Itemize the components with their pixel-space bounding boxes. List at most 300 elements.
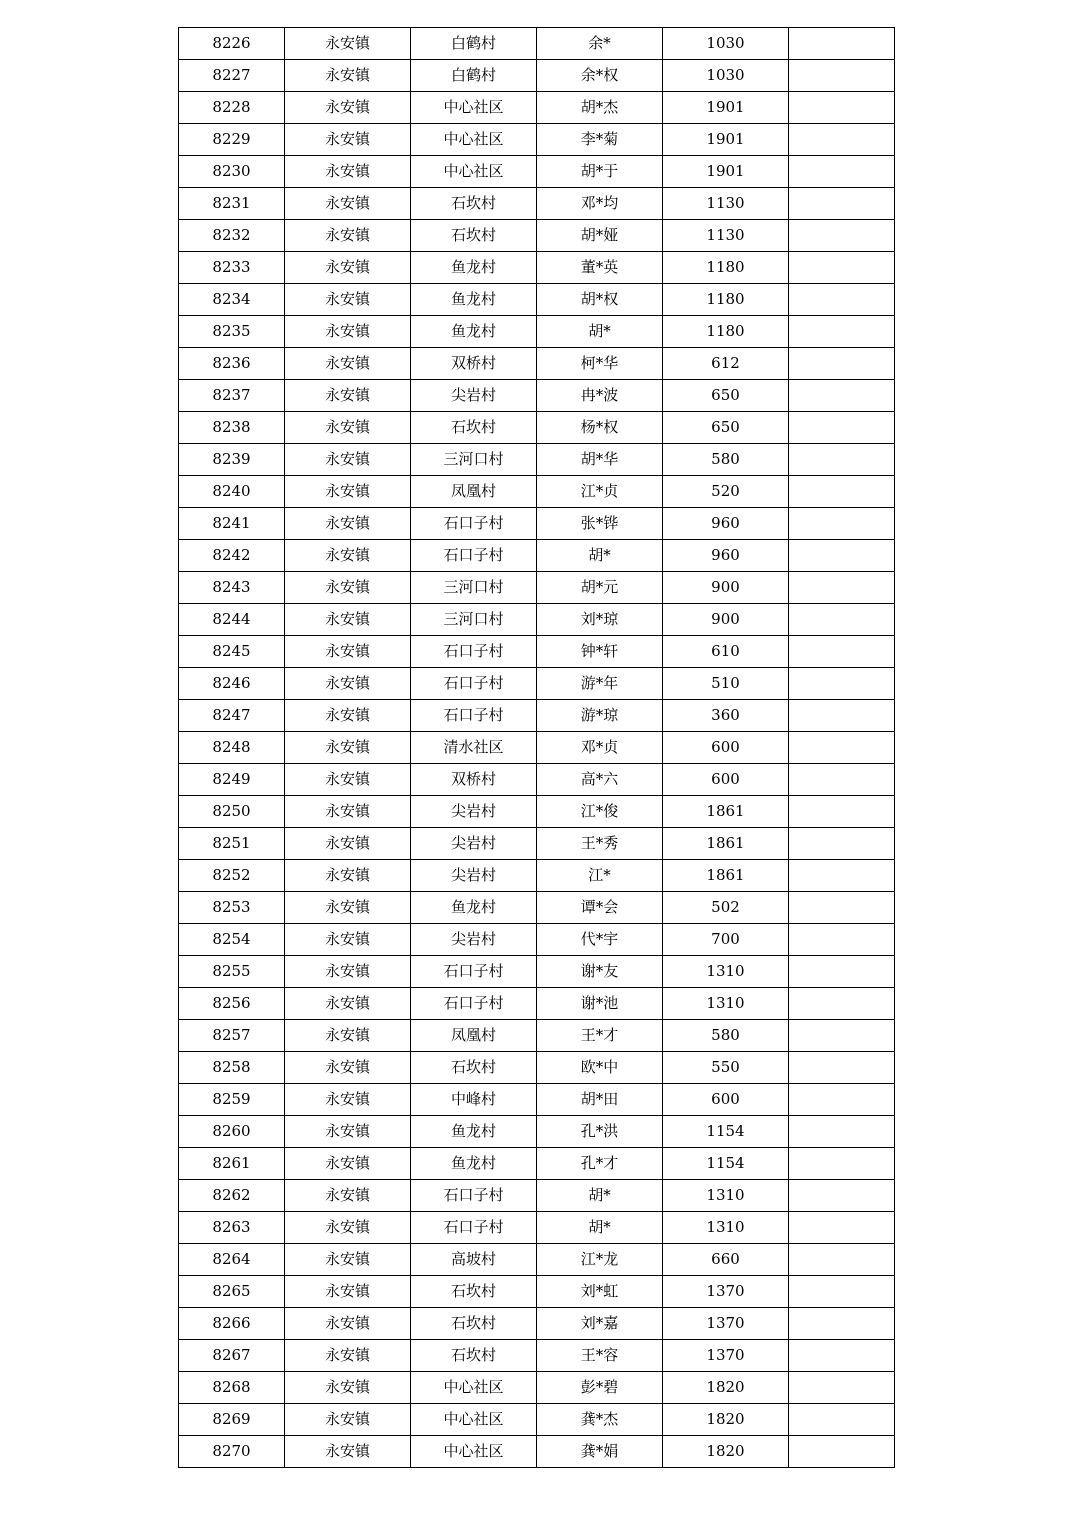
table-row — [179, 924, 895, 956]
name-cell: 邓*均 — [537, 188, 663, 220]
amount-cell: 1901 — [663, 124, 789, 156]
name-cell: 刘*嘉 — [537, 1308, 663, 1340]
row-number: 8251 — [179, 828, 285, 860]
row-number: 8235 — [179, 316, 285, 348]
row-number: 8242 — [179, 540, 285, 572]
village-cell: 尖岩村 — [411, 828, 537, 860]
note-cell — [789, 700, 895, 732]
table-row — [179, 796, 895, 828]
name-cell: 游*年 — [537, 668, 663, 700]
row-number: 8265 — [179, 1276, 285, 1308]
town-cell: 永安镇 — [285, 1212, 411, 1244]
town-cell: 永安镇 — [285, 380, 411, 412]
amount-cell: 650 — [663, 412, 789, 444]
note-cell — [789, 1276, 895, 1308]
village-cell: 鱼龙村 — [411, 1116, 537, 1148]
village-cell: 鱼龙村 — [411, 252, 537, 284]
amount-cell: 660 — [663, 1244, 789, 1276]
note-cell — [789, 1340, 895, 1372]
town-cell: 永安镇 — [285, 1116, 411, 1148]
name-cell: 王*容 — [537, 1340, 663, 1372]
village-cell: 石坎村 — [411, 220, 537, 252]
amount-cell: 1861 — [663, 828, 789, 860]
table-row — [179, 1308, 895, 1340]
note-cell — [789, 1084, 895, 1116]
row-number: 8241 — [179, 508, 285, 540]
name-cell: 余* — [537, 28, 663, 60]
amount-cell: 1820 — [663, 1372, 789, 1404]
table-row — [179, 1148, 895, 1180]
amount-cell: 520 — [663, 476, 789, 508]
name-cell: 邓*贞 — [537, 732, 663, 764]
table-row — [179, 252, 895, 284]
row-number: 8250 — [179, 796, 285, 828]
town-cell: 永安镇 — [285, 252, 411, 284]
amount-cell: 600 — [663, 1084, 789, 1116]
amount-cell: 1861 — [663, 796, 789, 828]
table-row — [179, 348, 895, 380]
amount-cell: 1370 — [663, 1276, 789, 1308]
note-cell — [789, 476, 895, 508]
table-row — [179, 60, 895, 92]
name-cell: 胡*杰 — [537, 92, 663, 124]
table-row — [179, 1436, 895, 1468]
note-cell — [789, 604, 895, 636]
table-row — [179, 860, 895, 892]
town-cell: 永安镇 — [285, 476, 411, 508]
table-row — [179, 476, 895, 508]
row-number: 8258 — [179, 1052, 285, 1084]
note-cell — [789, 796, 895, 828]
town-cell: 永安镇 — [285, 348, 411, 380]
village-cell: 石口子村 — [411, 956, 537, 988]
row-number: 8263 — [179, 1212, 285, 1244]
village-cell: 石口子村 — [411, 988, 537, 1020]
town-cell: 永安镇 — [285, 28, 411, 60]
amount-cell: 960 — [663, 540, 789, 572]
village-cell: 白鹤村 — [411, 60, 537, 92]
table-row — [179, 572, 895, 604]
name-cell: 龚*杰 — [537, 1404, 663, 1436]
town-cell: 永安镇 — [285, 220, 411, 252]
town-cell: 永安镇 — [285, 316, 411, 348]
row-number: 8262 — [179, 1180, 285, 1212]
village-cell: 双桥村 — [411, 764, 537, 796]
row-number: 8231 — [179, 188, 285, 220]
note-cell — [789, 764, 895, 796]
table-row — [179, 380, 895, 412]
amount-cell: 1030 — [663, 28, 789, 60]
village-cell: 石口子村 — [411, 508, 537, 540]
village-cell: 石口子村 — [411, 636, 537, 668]
name-cell: 胡*田 — [537, 1084, 663, 1116]
amount-cell: 600 — [663, 732, 789, 764]
town-cell: 永安镇 — [285, 508, 411, 540]
name-cell: 谢*池 — [537, 988, 663, 1020]
village-cell: 石坎村 — [411, 188, 537, 220]
table-row — [179, 284, 895, 316]
table-row — [179, 156, 895, 188]
amount-cell: 650 — [663, 380, 789, 412]
amount-cell: 960 — [663, 508, 789, 540]
table-row — [179, 92, 895, 124]
village-cell: 石口子村 — [411, 1180, 537, 1212]
row-number: 8244 — [179, 604, 285, 636]
name-cell: 谭*会 — [537, 892, 663, 924]
amount-cell: 1154 — [663, 1116, 789, 1148]
row-number: 8255 — [179, 956, 285, 988]
row-number: 8264 — [179, 1244, 285, 1276]
table-row — [179, 1084, 895, 1116]
row-number: 8234 — [179, 284, 285, 316]
amount-cell: 600 — [663, 764, 789, 796]
amount-cell: 1180 — [663, 316, 789, 348]
row-number: 8248 — [179, 732, 285, 764]
table-row — [179, 956, 895, 988]
name-cell: 孔*才 — [537, 1148, 663, 1180]
row-number: 8228 — [179, 92, 285, 124]
table-row — [179, 636, 895, 668]
amount-cell: 1370 — [663, 1308, 789, 1340]
town-cell: 永安镇 — [285, 1052, 411, 1084]
village-cell: 石口子村 — [411, 700, 537, 732]
table-row — [179, 28, 895, 60]
amount-cell: 502 — [663, 892, 789, 924]
village-cell: 三河口村 — [411, 572, 537, 604]
village-cell: 尖岩村 — [411, 860, 537, 892]
town-cell: 永安镇 — [285, 1084, 411, 1116]
village-cell: 石坎村 — [411, 1340, 537, 1372]
name-cell: 刘*虹 — [537, 1276, 663, 1308]
row-number: 8237 — [179, 380, 285, 412]
amount-cell: 1154 — [663, 1148, 789, 1180]
town-cell: 永安镇 — [285, 924, 411, 956]
note-cell — [789, 1244, 895, 1276]
village-cell: 石坎村 — [411, 1052, 537, 1084]
town-cell: 永安镇 — [285, 124, 411, 156]
name-cell: 江* — [537, 860, 663, 892]
name-cell: 谢*友 — [537, 956, 663, 988]
name-cell: 江*贞 — [537, 476, 663, 508]
row-number: 8247 — [179, 700, 285, 732]
name-cell: 李*菊 — [537, 124, 663, 156]
village-cell: 石坎村 — [411, 1276, 537, 1308]
row-number: 8243 — [179, 572, 285, 604]
note-cell — [789, 284, 895, 316]
row-number: 8267 — [179, 1340, 285, 1372]
table-row — [179, 1404, 895, 1436]
town-cell: 永安镇 — [285, 412, 411, 444]
note-cell — [789, 348, 895, 380]
name-cell: 柯*华 — [537, 348, 663, 380]
name-cell: 胡*于 — [537, 156, 663, 188]
note-cell — [789, 1372, 895, 1404]
village-cell: 三河口村 — [411, 604, 537, 636]
row-number: 8252 — [179, 860, 285, 892]
row-number: 8239 — [179, 444, 285, 476]
amount-cell: 550 — [663, 1052, 789, 1084]
town-cell: 永安镇 — [285, 284, 411, 316]
note-cell — [789, 316, 895, 348]
note-cell — [789, 156, 895, 188]
name-cell: 张*铧 — [537, 508, 663, 540]
name-cell: 胡* — [537, 1212, 663, 1244]
table-row — [179, 1052, 895, 1084]
row-number: 8238 — [179, 412, 285, 444]
town-cell: 永安镇 — [285, 1180, 411, 1212]
roster-table — [178, 27, 895, 1468]
village-cell: 中心社区 — [411, 124, 537, 156]
village-cell: 石坎村 — [411, 1308, 537, 1340]
village-cell: 石口子村 — [411, 668, 537, 700]
amount-cell: 1901 — [663, 92, 789, 124]
village-cell: 凤凰村 — [411, 1020, 537, 1052]
town-cell: 永安镇 — [285, 1372, 411, 1404]
town-cell: 永安镇 — [285, 60, 411, 92]
note-cell — [789, 28, 895, 60]
town-cell: 永安镇 — [285, 796, 411, 828]
table-row — [179, 124, 895, 156]
row-number: 8270 — [179, 1436, 285, 1468]
amount-cell: 612 — [663, 348, 789, 380]
table-row — [179, 1212, 895, 1244]
town-cell: 永安镇 — [285, 1276, 411, 1308]
note-cell — [789, 1180, 895, 1212]
name-cell: 余*权 — [537, 60, 663, 92]
name-cell: 游*琼 — [537, 700, 663, 732]
row-number: 8227 — [179, 60, 285, 92]
town-cell: 永安镇 — [285, 572, 411, 604]
table-row — [179, 444, 895, 476]
name-cell: 胡*华 — [537, 444, 663, 476]
note-cell — [789, 380, 895, 412]
amount-cell: 580 — [663, 1020, 789, 1052]
town-cell: 永安镇 — [285, 1436, 411, 1468]
name-cell: 刘*琼 — [537, 604, 663, 636]
row-number: 8256 — [179, 988, 285, 1020]
note-cell — [789, 60, 895, 92]
note-cell — [789, 508, 895, 540]
table-row — [179, 188, 895, 220]
amount-cell: 1310 — [663, 956, 789, 988]
amount-cell: 1861 — [663, 860, 789, 892]
note-cell — [789, 828, 895, 860]
town-cell: 永安镇 — [285, 1148, 411, 1180]
table-row — [179, 412, 895, 444]
village-cell: 中心社区 — [411, 92, 537, 124]
name-cell: 欧*中 — [537, 1052, 663, 1084]
town-cell: 永安镇 — [285, 956, 411, 988]
table-row — [179, 540, 895, 572]
note-cell — [789, 1436, 895, 1468]
table-row — [179, 700, 895, 732]
table-row — [179, 220, 895, 252]
row-number: 8233 — [179, 252, 285, 284]
amount-cell: 1310 — [663, 1212, 789, 1244]
amount-cell: 510 — [663, 668, 789, 700]
name-cell: 胡* — [537, 540, 663, 572]
table-row — [179, 1180, 895, 1212]
village-cell: 白鹤村 — [411, 28, 537, 60]
town-cell: 永安镇 — [285, 188, 411, 220]
note-cell — [789, 668, 895, 700]
note-cell — [789, 1116, 895, 1148]
row-number: 8253 — [179, 892, 285, 924]
amount-cell: 1180 — [663, 284, 789, 316]
note-cell — [789, 220, 895, 252]
note-cell — [789, 1212, 895, 1244]
note-cell — [789, 956, 895, 988]
amount-cell: 1030 — [663, 60, 789, 92]
name-cell: 钟*轩 — [537, 636, 663, 668]
note-cell — [789, 540, 895, 572]
table-row — [179, 508, 895, 540]
village-cell: 尖岩村 — [411, 380, 537, 412]
note-cell — [789, 892, 895, 924]
note-cell — [789, 124, 895, 156]
name-cell: 代*宇 — [537, 924, 663, 956]
village-cell: 尖岩村 — [411, 796, 537, 828]
name-cell: 孔*洪 — [537, 1116, 663, 1148]
table-row — [179, 828, 895, 860]
amount-cell: 610 — [663, 636, 789, 668]
row-number: 8269 — [179, 1404, 285, 1436]
amount-cell: 900 — [663, 604, 789, 636]
row-number: 8246 — [179, 668, 285, 700]
row-number: 8236 — [179, 348, 285, 380]
name-cell: 冉*波 — [537, 380, 663, 412]
village-cell: 三河口村 — [411, 444, 537, 476]
amount-cell: 360 — [663, 700, 789, 732]
table-row — [179, 1340, 895, 1372]
amount-cell: 1820 — [663, 1436, 789, 1468]
roster-table-body — [179, 28, 895, 1468]
village-cell: 中心社区 — [411, 156, 537, 188]
row-number: 8261 — [179, 1148, 285, 1180]
note-cell — [789, 252, 895, 284]
table-row — [179, 1276, 895, 1308]
village-cell: 双桥村 — [411, 348, 537, 380]
note-cell — [789, 412, 895, 444]
name-cell: 江*龙 — [537, 1244, 663, 1276]
note-cell — [789, 1404, 895, 1436]
row-number: 8260 — [179, 1116, 285, 1148]
note-cell — [789, 1308, 895, 1340]
village-cell: 石口子村 — [411, 540, 537, 572]
village-cell: 鱼龙村 — [411, 892, 537, 924]
note-cell — [789, 636, 895, 668]
name-cell: 王*秀 — [537, 828, 663, 860]
village-cell: 石坎村 — [411, 412, 537, 444]
amount-cell: 1370 — [663, 1340, 789, 1372]
village-cell: 尖岩村 — [411, 924, 537, 956]
amount-cell: 1180 — [663, 252, 789, 284]
name-cell: 胡*娅 — [537, 220, 663, 252]
name-cell: 王*才 — [537, 1020, 663, 1052]
row-number: 8254 — [179, 924, 285, 956]
village-cell: 鱼龙村 — [411, 316, 537, 348]
amount-cell: 1820 — [663, 1404, 789, 1436]
name-cell: 胡* — [537, 1180, 663, 1212]
town-cell: 永安镇 — [285, 444, 411, 476]
note-cell — [789, 188, 895, 220]
note-cell — [789, 92, 895, 124]
village-cell: 鱼龙村 — [411, 1148, 537, 1180]
row-number: 8268 — [179, 1372, 285, 1404]
town-cell: 永安镇 — [285, 828, 411, 860]
row-number: 8232 — [179, 220, 285, 252]
note-cell — [789, 1020, 895, 1052]
town-cell: 永安镇 — [285, 988, 411, 1020]
town-cell: 永安镇 — [285, 1020, 411, 1052]
name-cell: 高*六 — [537, 764, 663, 796]
amount-cell: 1310 — [663, 1180, 789, 1212]
table-row — [179, 604, 895, 636]
name-cell: 杨*权 — [537, 412, 663, 444]
note-cell — [789, 924, 895, 956]
town-cell: 永安镇 — [285, 668, 411, 700]
amount-cell: 580 — [663, 444, 789, 476]
name-cell: 彭*碧 — [537, 1372, 663, 1404]
note-cell — [789, 1052, 895, 1084]
village-cell: 中峰村 — [411, 1084, 537, 1116]
note-cell — [789, 1148, 895, 1180]
table-row — [179, 668, 895, 700]
village-cell: 清水社区 — [411, 732, 537, 764]
note-cell — [789, 860, 895, 892]
town-cell: 永安镇 — [285, 636, 411, 668]
town-cell: 永安镇 — [285, 892, 411, 924]
village-cell: 中心社区 — [411, 1404, 537, 1436]
name-cell: 江*俊 — [537, 796, 663, 828]
village-cell: 凤凰村 — [411, 476, 537, 508]
village-cell: 鱼龙村 — [411, 284, 537, 316]
note-cell — [789, 732, 895, 764]
name-cell: 董*英 — [537, 252, 663, 284]
name-cell: 胡*权 — [537, 284, 663, 316]
town-cell: 永安镇 — [285, 604, 411, 636]
row-number: 8229 — [179, 124, 285, 156]
village-cell: 中心社区 — [411, 1372, 537, 1404]
name-cell: 胡* — [537, 316, 663, 348]
row-number: 8240 — [179, 476, 285, 508]
table-row — [179, 988, 895, 1020]
village-cell: 中心社区 — [411, 1436, 537, 1468]
row-number: 8226 — [179, 28, 285, 60]
table-row — [179, 316, 895, 348]
row-number: 8245 — [179, 636, 285, 668]
row-number: 8259 — [179, 1084, 285, 1116]
town-cell: 永安镇 — [285, 732, 411, 764]
amount-cell: 1130 — [663, 188, 789, 220]
name-cell: 龚*娟 — [537, 1436, 663, 1468]
table-row — [179, 1244, 895, 1276]
table-row — [179, 1372, 895, 1404]
amount-cell: 1130 — [663, 220, 789, 252]
row-number: 8257 — [179, 1020, 285, 1052]
row-number: 8266 — [179, 1308, 285, 1340]
table-row — [179, 764, 895, 796]
amount-cell: 1901 — [663, 156, 789, 188]
town-cell: 永安镇 — [285, 700, 411, 732]
table-row — [179, 1020, 895, 1052]
town-cell: 永安镇 — [285, 92, 411, 124]
village-cell: 石口子村 — [411, 1212, 537, 1244]
amount-cell: 700 — [663, 924, 789, 956]
town-cell: 永安镇 — [285, 764, 411, 796]
town-cell: 永安镇 — [285, 156, 411, 188]
table-row — [179, 892, 895, 924]
